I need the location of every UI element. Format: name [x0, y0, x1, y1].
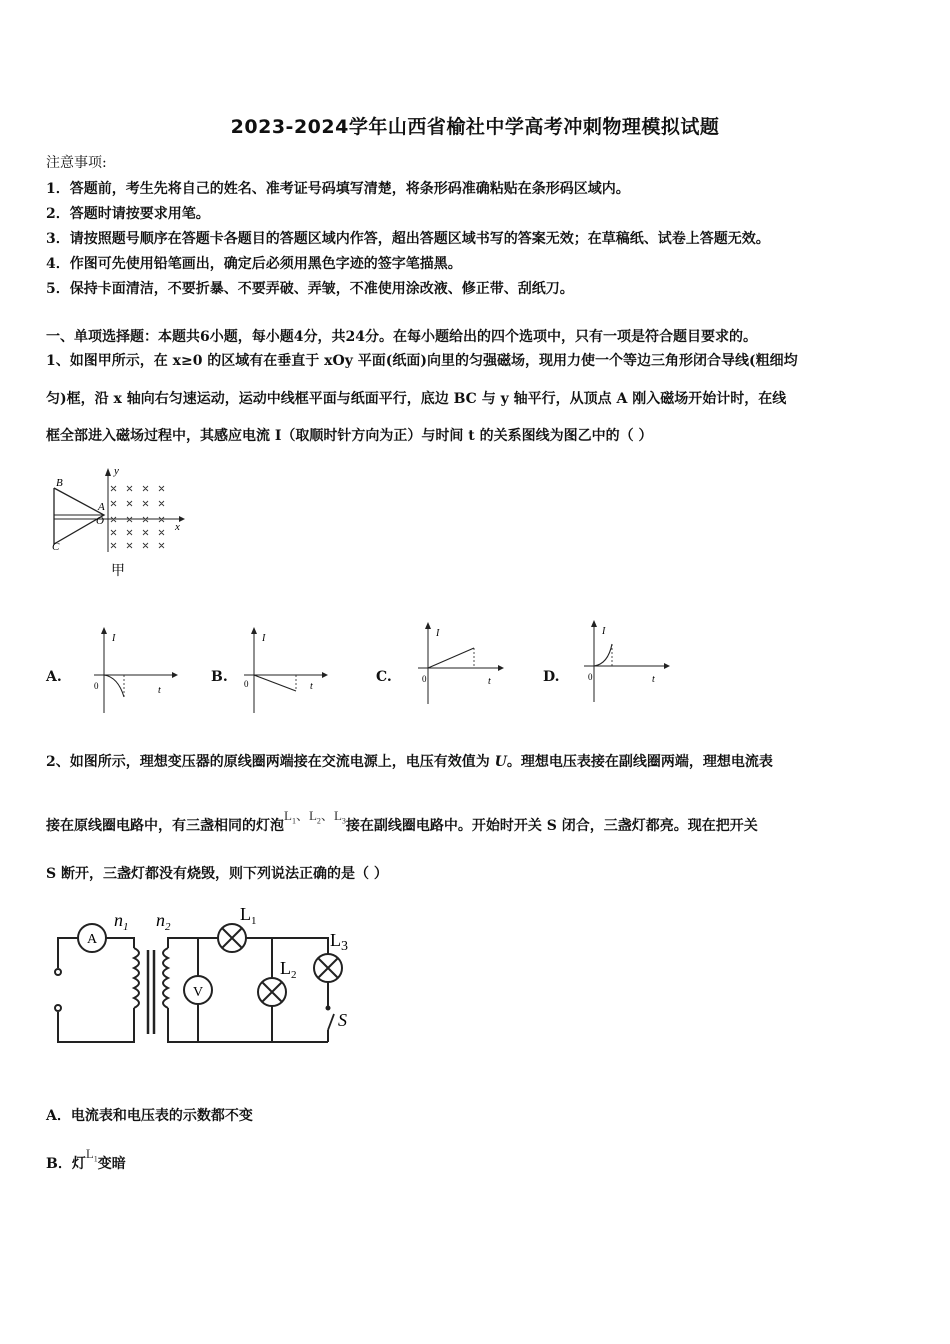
q1-option-d-label[interactable]: D.: [543, 669, 560, 685]
l3-label: $L_3$: [330, 930, 348, 954]
label-b: B: [56, 477, 63, 489]
x-axis-arrow: [179, 516, 185, 522]
svg-text:I: I: [262, 633, 266, 644]
lamp-symbol-l3: $L_3$: [333, 808, 346, 826]
svg-text:I: I: [602, 626, 606, 637]
lamp-symbol-l1-option: $L_1$: [85, 1146, 98, 1164]
n1-label: $n_1$: [114, 910, 129, 933]
q2-option-b[interactable]: B．灯$L_1$变暗: [46, 1146, 126, 1172]
label-a: A: [98, 501, 105, 513]
y-axis-arrow: [105, 468, 111, 476]
q2-text-line2: 接在原线圈电路中，有三盏相同的灯泡$L_1$、$L_2$、$L_3$接在副线圈电路中。开始时开关 S 闭合，三盏灯都亮。现在把开关: [46, 808, 758, 834]
terminal-2: [55, 1005, 61, 1011]
q1-option-c-graph[interactable]: [412, 620, 504, 710]
label-o: O: [96, 515, 104, 527]
page-title: 2023-2024学年山西省榆社中学高考冲刺物理模拟试题: [230, 116, 720, 138]
q1-text-line3: 框全部进入磁场过程中，其感应电流 I（取顺时针方向为正）与时间 t 的关系图线为图乙中的（ ）: [46, 428, 653, 444]
section-heading: 一、单项选择题：本题共6小题，每小题4分，共24分。在每小题给出的四个选项中，只有一项是符合题目要求的。: [46, 329, 757, 345]
notice-item-1: 1．答题前，考生先将自己的姓名、准考证号码填写清楚，将条形码准确粘贴在条形码区域内。: [46, 181, 630, 197]
svg-text:0: 0: [244, 679, 249, 689]
ammeter-label: A: [87, 932, 98, 947]
q2-option-a[interactable]: A．电流表和电压表的示数都不变: [46, 1108, 253, 1124]
notice-item-5: 5．保持卡面清洁，不要折暴、不要弄破、弄皱，不准使用涂改液、修正带、刮纸刀。: [46, 281, 574, 297]
q1-text-line1: 1、如图甲所示，在 x≥0 的区域有在垂直于 xOy 平面(纸面)向里的匀强磁场，现用力使一个等边三角形闭合导线(粗细均: [46, 353, 798, 369]
q1-option-a-label[interactable]: A.: [46, 669, 62, 685]
q2-text-line1: 2、如图所示，理想变压器的原线圈两端接在交流电源上，电压有效值为 U。理想电压表接在副线圈两端，理想电流表: [46, 754, 773, 770]
label-x: x: [175, 521, 180, 533]
lamp-symbol-l2: $L_2$: [308, 808, 321, 826]
q1-option-d-graph[interactable]: [578, 618, 670, 708]
label-y: y: [114, 465, 119, 477]
n2-label: $n_2$: [156, 910, 171, 933]
svg-text:0: 0: [588, 672, 593, 682]
l2-label: $L_2$: [280, 958, 297, 981]
svg-text:t: t: [488, 676, 491, 687]
q1-text-line2: 匀)框，沿 x 轴向右匀速运动，运动中线框平面与纸面平行，底边 BC 与 y 轴平行，从顶点 A 刚入磁场开始计时，在线: [46, 391, 787, 407]
terminal-1: [55, 969, 61, 975]
voltmeter-label: V: [193, 985, 204, 1000]
q1-figure-jia: [44, 462, 194, 582]
label-c: C: [52, 541, 60, 553]
l1-label: $L_1$: [240, 904, 257, 927]
svg-text:t: t: [652, 674, 655, 685]
notice-item-3: 3．请按照题号顺序在答题卡各题目的答题区域内作答，超出答题区域书写的答案无效；在草稿纸、试卷上答题无效。: [46, 231, 770, 247]
q2-circuit-diagram: [46, 902, 366, 1052]
q2-text-line3: S 断开，三盏灯都没有烧毁，则下列说法正确的是（ ）: [46, 866, 388, 882]
notice-item-4: 4．作图可先使用铅笔画出，确定后必须用黑色字迹的签字笔描黑。: [46, 256, 462, 272]
svg-text:I: I: [112, 633, 116, 644]
q1-option-a-graph[interactable]: [88, 625, 178, 715]
svg-text:0: 0: [422, 674, 427, 684]
switch-contact: [326, 1006, 331, 1011]
switch-label: S: [338, 1010, 347, 1030]
lamp-symbol-l1: $L_1$: [284, 808, 296, 826]
notice-item-2: 2．答题时请按要求用笔。: [46, 206, 210, 222]
svg-text:0: 0: [94, 681, 99, 691]
magnetic-field-crosses: [111, 486, 164, 548]
notice-heading: 注意事项:: [46, 155, 107, 171]
figure-caption: 甲: [111, 564, 125, 579]
q1-option-b-graph[interactable]: [238, 625, 328, 715]
svg-text:I: I: [436, 628, 440, 639]
svg-text:t: t: [158, 685, 161, 696]
q1-option-c-label[interactable]: C.: [376, 669, 392, 685]
svg-text:t: t: [310, 681, 313, 692]
q1-option-b-label[interactable]: B.: [211, 669, 228, 685]
